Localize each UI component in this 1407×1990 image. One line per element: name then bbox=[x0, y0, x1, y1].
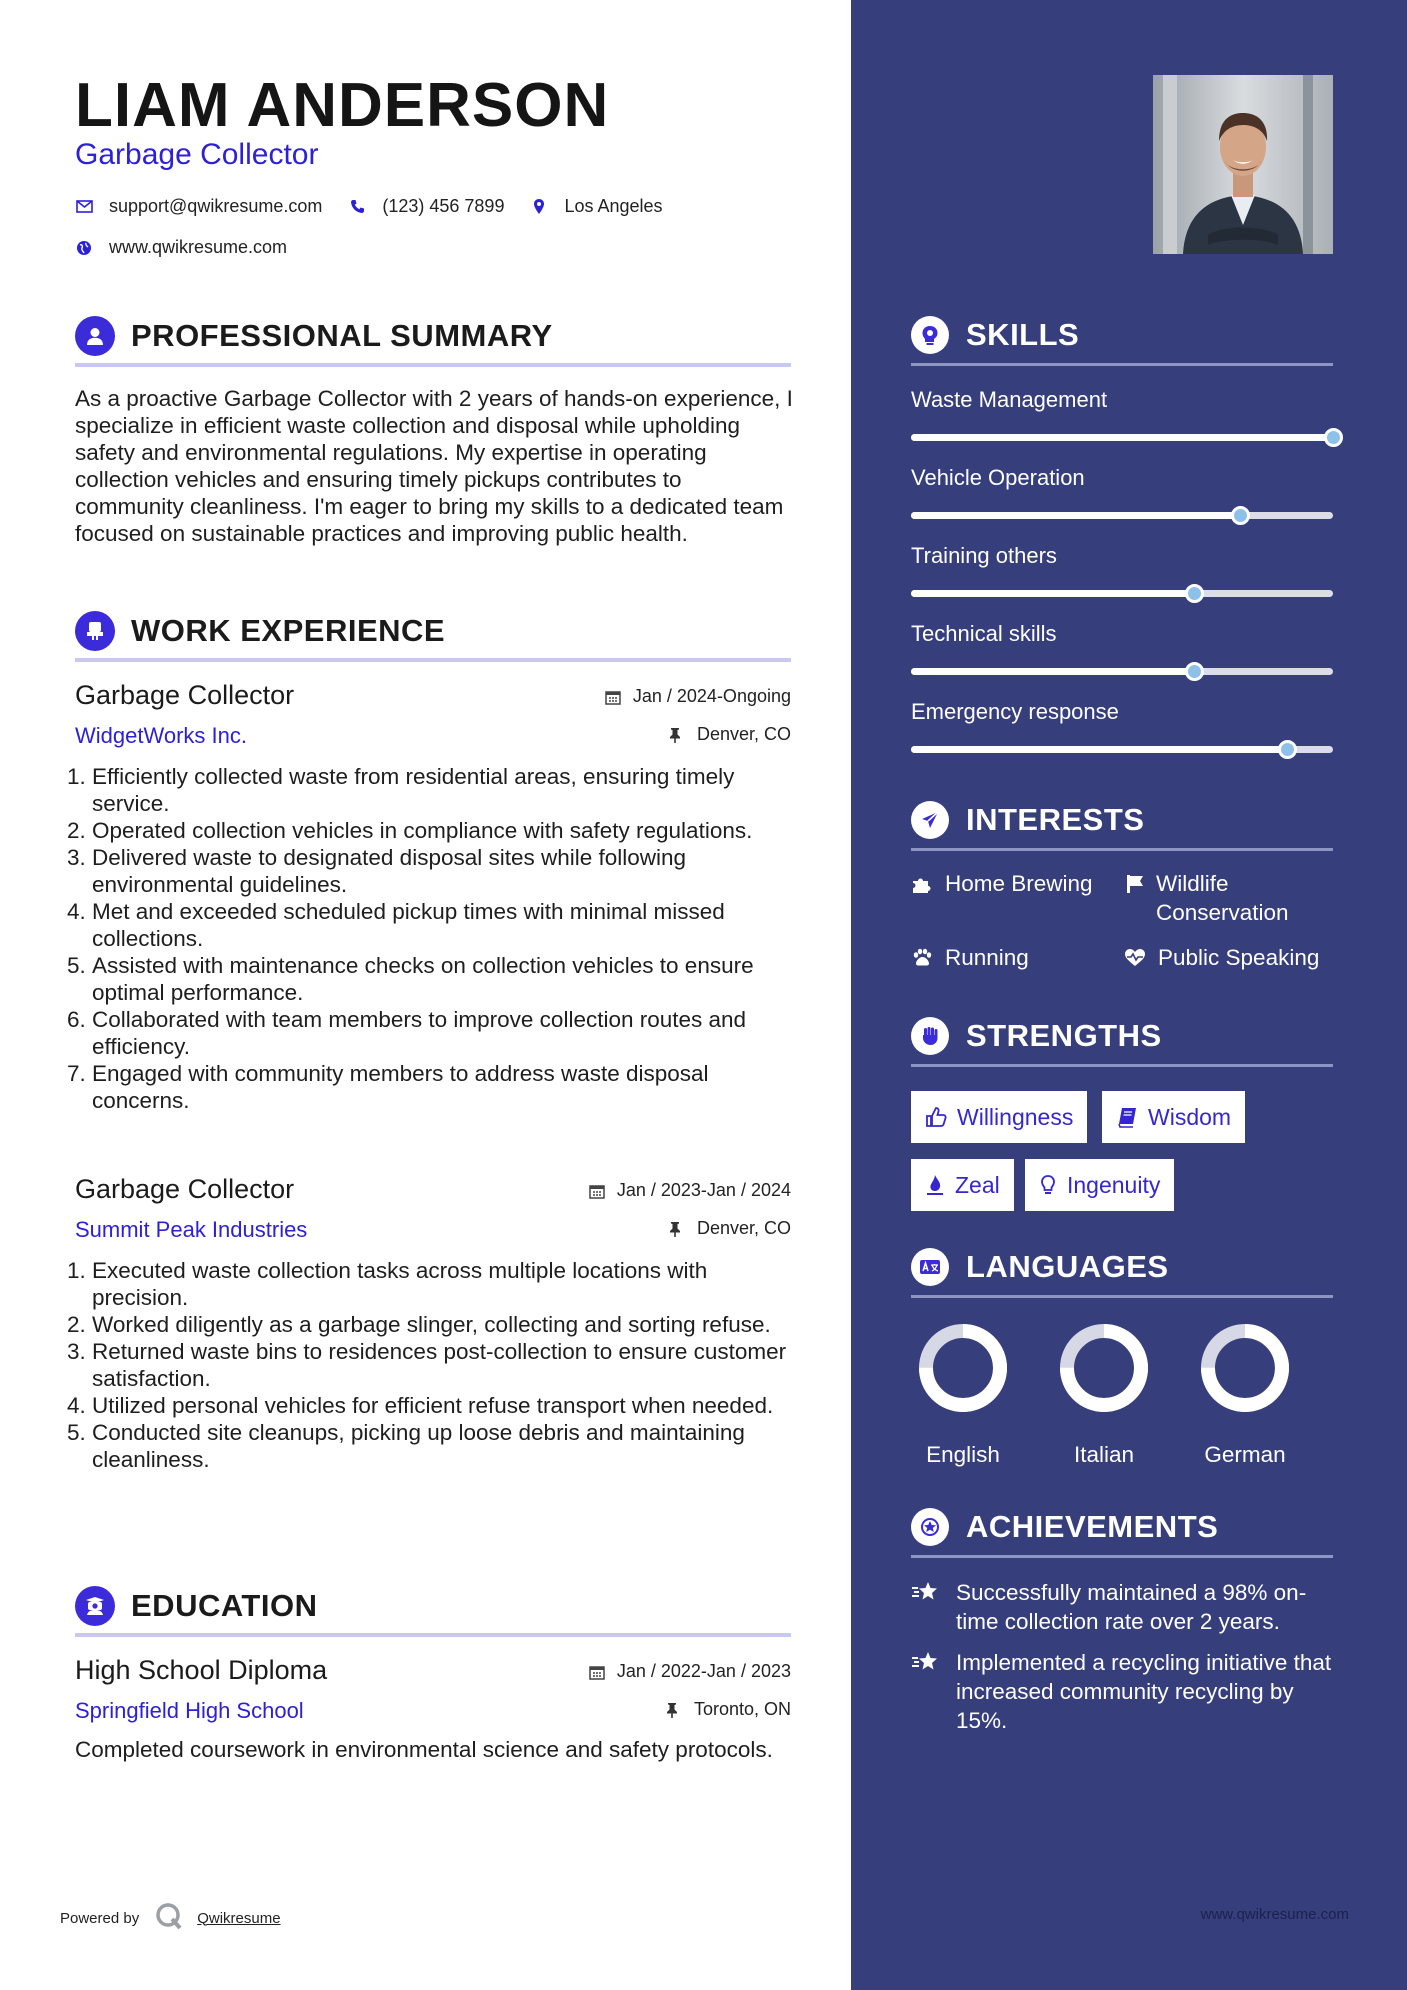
skill-label: Training others bbox=[911, 543, 1057, 568]
list-item: 4. Utilized personal vehicles for efficient refuse transport when needed. bbox=[92, 1392, 791, 1419]
skills-divider bbox=[911, 363, 1333, 366]
achievement-item: Implemented a recycling initiative that increased community recycling by 15%. bbox=[911, 1648, 1341, 1735]
experience-title: WORK EXPERIENCE bbox=[131, 613, 446, 648]
lightbulb-icon bbox=[1039, 1174, 1057, 1196]
globe-icon bbox=[75, 239, 93, 257]
list-item: 1. Executed waste collection tasks across multiple locations with precision. bbox=[92, 1257, 791, 1311]
education-location: Toronto, ON bbox=[666, 1699, 791, 1720]
job-entry-1 bbox=[75, 680, 791, 1114]
skill-fill bbox=[911, 668, 1194, 675]
skill-knob bbox=[1278, 740, 1297, 759]
list-item: 3. Returned waste bins to residences post-collection to ensure customer satisfaction. bbox=[92, 1338, 791, 1392]
languages-divider bbox=[911, 1295, 1333, 1298]
interests-title: INTERESTS bbox=[966, 802, 1145, 837]
skill-label: Waste Management bbox=[911, 387, 1108, 412]
flame-icon bbox=[925, 1174, 945, 1196]
book-icon bbox=[1116, 1106, 1138, 1128]
interests-heading bbox=[911, 801, 1333, 839]
skill-track bbox=[911, 590, 1333, 597]
experience-heading bbox=[75, 611, 791, 651]
education-divider bbox=[75, 1633, 791, 1637]
pushpin-icon bbox=[669, 1221, 685, 1237]
skill-fill bbox=[911, 746, 1287, 753]
skill-item bbox=[911, 699, 1333, 753]
skill-label: Technical skills bbox=[911, 621, 1057, 646]
calendar-icon bbox=[605, 689, 621, 705]
email-text[interactable]: support@qwikresume.com bbox=[109, 196, 323, 216]
skill-item bbox=[911, 543, 1333, 597]
language-ring bbox=[917, 1322, 1009, 1414]
briefcase-icon bbox=[75, 611, 115, 651]
interest-item: Public Speaking bbox=[1124, 943, 1319, 976]
skill-fill bbox=[911, 590, 1194, 597]
skill-item bbox=[911, 465, 1333, 519]
lightbulb-head-icon bbox=[911, 316, 949, 354]
language-item bbox=[1195, 1322, 1295, 1468]
language-item bbox=[913, 1322, 1013, 1468]
strength-tag: Willingness bbox=[911, 1091, 1087, 1143]
footer-site[interactable]: www.qwikresume.com bbox=[1200, 1906, 1349, 1923]
strength-tag: Ingenuity bbox=[1025, 1159, 1174, 1211]
list-item: 4. Met and exceeded scheduled pickup times with minimal missed collections. bbox=[92, 898, 791, 952]
strength-tag: Zeal bbox=[911, 1159, 1014, 1211]
job-bullets bbox=[75, 1257, 791, 1473]
calendar-icon bbox=[589, 1664, 605, 1680]
language-name: English bbox=[926, 1442, 1000, 1467]
trophy-star-icon bbox=[911, 1648, 941, 1735]
skill-track bbox=[911, 434, 1333, 441]
list-item: 7. Engaged with community members to address waste disposal concerns. bbox=[92, 1060, 791, 1114]
list-item: 3. Delivered waste to designated disposal sites while following environmental guidelines. bbox=[92, 844, 791, 898]
list-item: 5. Assisted with maintenance checks on collection vehicles to ensure optimal performance. bbox=[92, 952, 791, 1006]
list-item: 2. Operated collection vehicles in compliance with safety regulations. bbox=[92, 817, 791, 844]
graduate-icon bbox=[75, 1586, 115, 1626]
education-description: Completed coursework in environmental science and safety protocols. bbox=[75, 1737, 773, 1762]
skills-title: SKILLS bbox=[966, 317, 1080, 352]
summary-heading bbox=[75, 316, 791, 356]
job-role: Garbage Collector bbox=[75, 680, 295, 710]
skill-item bbox=[911, 621, 1333, 675]
summary-title: PROFESSIONAL SUMMARY bbox=[131, 318, 553, 353]
skill-label: Vehicle Operation bbox=[911, 465, 1085, 490]
job-date: Jan / 2024-Ongoing bbox=[605, 686, 791, 707]
interests-divider bbox=[911, 848, 1333, 851]
list-item: 2. Worked diligently as a garbage slinger, collecting and sorting refuse. bbox=[92, 1311, 791, 1338]
strengths-title: STRENGTHS bbox=[966, 1018, 1162, 1053]
skill-track bbox=[911, 668, 1333, 675]
puzzle-icon bbox=[911, 869, 935, 902]
star-badge-icon bbox=[911, 1508, 949, 1546]
contact-row bbox=[75, 196, 689, 217]
profile-photo bbox=[1153, 75, 1333, 254]
footer-powered-by bbox=[60, 1902, 281, 1934]
job-bullets bbox=[75, 763, 791, 1114]
website-text[interactable]: www.qwikresume.com bbox=[109, 237, 288, 257]
candidate-name: LIAM ANDERSON bbox=[75, 71, 610, 140]
heartbeat-icon bbox=[1124, 943, 1148, 976]
skill-knob bbox=[1185, 584, 1204, 603]
skill-track bbox=[911, 746, 1333, 753]
strength-tag: Wisdom bbox=[1102, 1091, 1245, 1143]
qwikresume-logo-icon bbox=[155, 1902, 183, 1934]
interest-item: Home Brewing bbox=[911, 869, 1093, 902]
pushpin-icon bbox=[666, 1702, 682, 1718]
skill-knob bbox=[1185, 662, 1204, 681]
summary-text: As a proactive Garbage Collector with 2 years of hands-on experience, I specialize in efficient waste collection and disposal while upholding safety and environmental regulations. My expertise in operating collection vehicles and ensuring timely pickups contributes to community cleanliness. I'm eager to bring my skills to a dedicated team focused on sustainable practices and improving public health. bbox=[75, 386, 793, 546]
location-text: Los Angeles bbox=[564, 196, 663, 216]
pushpin-icon bbox=[669, 727, 685, 743]
achievements-heading bbox=[911, 1508, 1333, 1546]
paper-plane-icon bbox=[911, 801, 949, 839]
skills-heading bbox=[911, 316, 1333, 354]
job-date: Jan / 2023-Jan / 2024 bbox=[589, 1180, 791, 1201]
job-entry-2 bbox=[75, 1174, 791, 1473]
job-location: Denver, CO bbox=[669, 1218, 791, 1239]
list-item: 5. Conducted site cleanups, picking up loose debris and maintaining cleanliness. bbox=[92, 1419, 791, 1473]
skill-track bbox=[911, 512, 1333, 519]
user-icon bbox=[75, 316, 115, 356]
phone-icon bbox=[348, 198, 366, 216]
sidebar bbox=[851, 0, 1407, 1990]
language-name: Italian bbox=[1073, 1442, 1135, 1467]
calendar-icon bbox=[589, 1183, 605, 1199]
summary-divider bbox=[75, 363, 791, 367]
education-entry bbox=[75, 1655, 791, 1763]
languages-title: LANGUAGES bbox=[966, 1249, 1169, 1284]
job-location: Denver, CO bbox=[669, 724, 791, 745]
language-name: German bbox=[1204, 1442, 1286, 1467]
skill-fill bbox=[911, 512, 1240, 519]
envelope-icon bbox=[75, 198, 93, 216]
fist-icon bbox=[911, 1017, 949, 1055]
skill-label: Emergency response bbox=[911, 699, 1119, 724]
interest-item: Running bbox=[911, 943, 1029, 976]
strengths-heading bbox=[911, 1017, 1333, 1055]
experience-divider bbox=[75, 658, 791, 662]
education-date: Jan / 2022-Jan / 2023 bbox=[589, 1661, 791, 1682]
paw-icon bbox=[911, 943, 935, 976]
website-row bbox=[75, 237, 313, 258]
skill-item bbox=[911, 387, 1333, 441]
achievements-title: ACHIEVEMENTS bbox=[966, 1509, 1219, 1544]
qwikresume-link[interactable]: Qwikresume bbox=[197, 1909, 281, 1927]
language-ring bbox=[1199, 1322, 1291, 1414]
thumbs-up-icon bbox=[925, 1106, 947, 1128]
skill-knob bbox=[1324, 428, 1343, 447]
phone-text: (123) 456 7899 bbox=[382, 196, 505, 216]
degree-name: High School Diploma bbox=[75, 1655, 328, 1685]
achievement-item: Successfully maintained a 98% on-time collection rate over 2 years. bbox=[911, 1578, 1341, 1636]
candidate-title: Garbage Collector bbox=[75, 138, 319, 171]
interest-item: Wildlife Conservation bbox=[1124, 869, 1324, 927]
school-name: Springfield High School bbox=[75, 1698, 304, 1723]
achievements-divider bbox=[911, 1555, 1333, 1558]
education-title: EDUCATION bbox=[131, 1588, 318, 1623]
strengths-divider bbox=[911, 1064, 1333, 1067]
job-company: WidgetWorks Inc. bbox=[75, 723, 247, 748]
trophy-star-icon bbox=[911, 1578, 941, 1636]
map-pin-icon bbox=[530, 198, 548, 216]
translate-icon bbox=[911, 1248, 949, 1286]
job-company: Summit Peak Industries bbox=[75, 1217, 308, 1242]
languages-heading bbox=[911, 1248, 1333, 1286]
skill-fill bbox=[911, 434, 1333, 441]
education-heading bbox=[75, 1586, 791, 1626]
flag-icon bbox=[1124, 869, 1146, 927]
powered-by-label: Powered by bbox=[60, 1909, 140, 1927]
job-role: Garbage Collector bbox=[75, 1174, 295, 1204]
list-item: 6. Collaborated with team members to improve collection routes and efficiency. bbox=[92, 1006, 791, 1060]
language-item bbox=[1054, 1322, 1154, 1468]
list-item: 1. Efficiently collected waste from residential areas, ensuring timely service. bbox=[92, 763, 791, 817]
language-ring bbox=[1058, 1322, 1150, 1414]
skill-knob bbox=[1231, 506, 1250, 525]
